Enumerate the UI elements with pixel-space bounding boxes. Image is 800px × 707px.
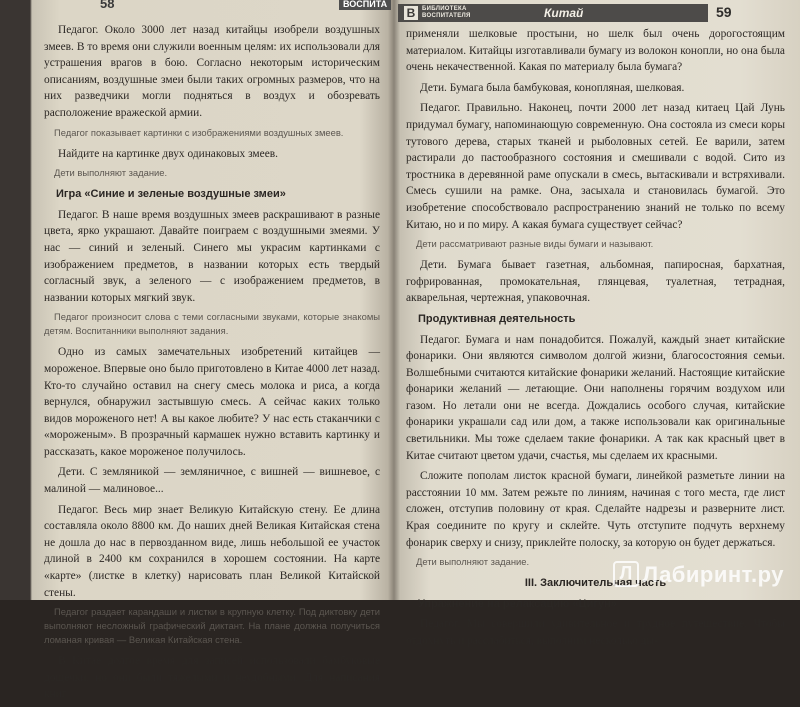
note-teacher-words: Педагог произносит слова с теми согласными звуками, которые знакомы детям. Воспитанники выполняют задания. [44,311,380,337]
paragraph-lanterns: Педагог. Бумага и нам понадобится. Пожалуй, каждый знает китайские фонарики. Они являются символом долгой жизни, благосостояния семьи. Волшебными считаются китайские фонарики желаний. Настоящие китайские фонарики желаний — летающие. Они наполнены горячим воздухом или газом. Но летали они не всегда. Дождались особого случая, китайские фонарики украшали сад или дом, а также использовали как оригинальные светильники. Мы тоже сделаем такие фонарики. А так как красный цвет в Китае считают цветом удачи, счастья, мы сделаем их красными. [406,333,785,462]
heading-final-part: III. Заключительная часть [524,577,667,590]
paragraph-game: Педагог. В наше время воздушных змеев раскрашивают в разные цвета, ярко украшают. Давайте поиграем с воздушными змеями. У нас — синий и зеленый. Синего мы украсим картинками с изображением предметов, в названии которых есть твердый согласный звук, а зеленого — с изображением предметов, в названии которых мягкий звук. [44,208,380,304]
heading-qigong-exercise: Упражнение на релаксацию «Цигун» [418,597,617,610]
left-page-number: 58 [100,0,115,11]
paragraph-instructions: Сложите пополам листок красной бумаги, линейкой разметьте линии на расстоянии 10 мм. Затем режьте по линиям, начиная с того места, где лист сложен, отступив половину от края. Сделайте надрезы и разверните лист. Края соедините по кругу и склейте. Чуть отступите подчуть верхнему фонарик сверху и снизу, приклейте полоску, за которую он будет держаться. [406,470,785,549]
task-find-kites: Найдите на картинке двух одинаковых змеев. [58,147,278,160]
right-page-number: 59 [716,4,732,20]
section-title: Китай [544,6,584,20]
right-page-text [406,26,785,654]
left-page-text [44,22,380,707]
game-title: Игра «Синие и зеленые воздушные змеи» [56,188,286,201]
watermark [613,561,784,588]
left-header-badge: ВОСПИТА [339,0,391,10]
paragraph-children-answer: Дети. С земляникой — земляничное, с вишней — вишневое, с малиной — малиновое... [44,466,380,496]
heading-productive-activity: Продуктивная деятельность [418,312,576,325]
note-show-pictures: Педагог показывает картинки с изображениями воздушных змеев. [54,126,344,138]
paragraph-icecream: Одно из самых замечательных изобретений китайцев — мороженое. Впервые оно было приготовлено в Китае 4000 лет назад. Кто-то случайно оставил на снегу смесь молока и риса, а когда вернулся, обнаружил застывшую смесь. А сейчас каких только видов мороженого нет! А вы какое любите? У нас есть стаканчики с «мороженым». В прозрачный кармашек нужно вставить картинку и рассказать, какое мороженое получилось. [44,346,380,458]
paragraph-silk: применяли шелковые простыни, но шелк был очень дорогостоящим материалом. Китайцы изготавливали бумагу из волокон конопли, но она была очень некачественной. Какая по материалу была бумага? [406,28,785,74]
paragraph-kites-history: Педагог. Около 3000 лет назад китайцы изобрели воздушных змеев. В то время они служили военным целям: их использовали для устрашения врагов в бою. Согласно некоторым историческим описаниям, воздушные змеи были таких огромных размеров, что на них разведчики могли подняться в воздух и обозревать расположение вражеской армии. [44,24,380,119]
paragraph-paper-list: Дети. Бумага бывает газетная, альбомная, папиросная, бархатная, гофрированная, промокательная, глянцевая, туалетная, тетрадная, акварельная, чертежная, упаковочная. [406,259,785,305]
paragraph-children-paper-types: Дети. Бумага была бамбуковая, конопляная, шелковая. [420,81,685,94]
paragraph-relaxation: Педагог. Мы совершили удивительное и трудное путешествие. Чтобы отдохнуть и расслабиться, выполним несколько ды- [406,618,785,647]
note-children-do-task: Дети выполняют задание. [54,167,168,179]
watermark-text: Лабиринт.ру [642,562,784,587]
paragraph-cai-lun: Педагог. Правильно. Наконец, почти 2000 лет назад китаец Цай Лунь придумал бумагу, напоминающую современную. Она состояла из смеси коры тутового дерева, старых тканей и рыболовных сетей. Ее варили, затем растирали до пастообразного состояния и смешивали с водой. Сито из тростника в деревянной раме опускали в смесь, вытаскивали и встряхивали. Смесь сушили на рамке. Она, засыхала и становилась бумагой. Это изобретение способствовало распространению знаний не только по всему Китаю, но и по миру. А какая бумага существует сейчас? [406,102,785,231]
right-page-header [398,0,793,24]
note-paper-kinds: Дети рассматривают разные виды бумаги и называют. [416,238,654,250]
left-page-header [34,0,386,16]
left-page [34,0,388,701]
series-label: БИБЛИОТЕКА ВОСПИТАТЕЛЯ [422,6,471,19]
paragraph-great-wall: Педагог. Весь мир знает Великую Китайскую стену. Ее длина составляла около 8800 км. До наших дней Великая Китайская стена не дошла до нас в первозданном виде, лишь небольшой ее участок длиной в 2400 км сохранился в хорошем состоянии. На карте «карте» (листке в клетку) нарисовать план Великой Китайской стены. [44,503,380,599]
note-children-do-task-2: Дети выполняют задание. [416,556,530,568]
labirint-logo-icon [613,561,639,587]
series-logo-icon: В [404,6,418,20]
paragraph-bamboo: В Китае долгое время для записей использовали бамбуковые дощечки, но они были тяжелыми и неудобными. Для написания книг [44,655,380,701]
note-graphic-dictation: Педагог раздает карандаши и листки в крупную клетку. Под диктовку дети выполняют несложный графический диктант. На плане должна получиться ломаная кривая — Великая Китайская стена. [44,606,380,646]
right-page [398,0,793,647]
